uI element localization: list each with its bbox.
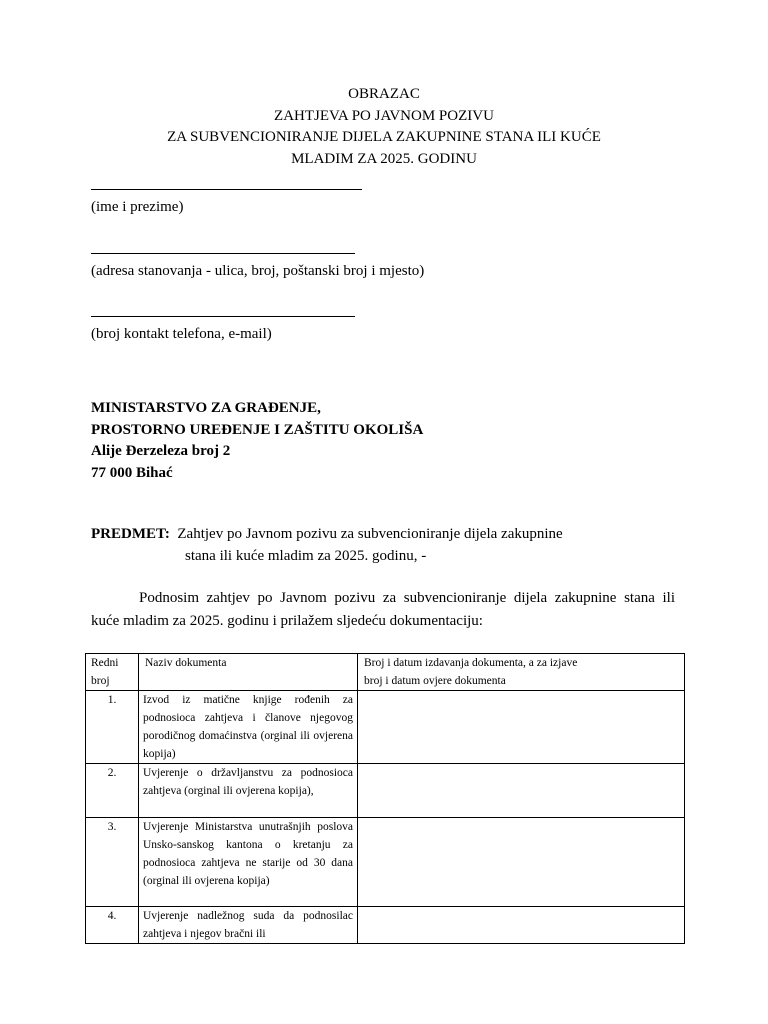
name-blank-line: [91, 189, 362, 190]
subject-label: PREDMET:: [91, 526, 170, 542]
header-number-line-1: Redni: [91, 657, 119, 669]
row-document: Uvjerenje o državljanstvu za podnosioca zahtjeva (orginal ili ovjerena kopija),: [139, 764, 358, 818]
contact-field: [91, 316, 355, 343]
intro-paragraph: [91, 587, 675, 633]
title-line-1: OBRAZAC: [348, 86, 420, 102]
recipient-block: [91, 398, 423, 484]
contact-caption: (broj kontakt telefona, e-mail): [91, 326, 272, 342]
subject-row-1: [91, 524, 563, 546]
recipient-address: Alije Đerzeleza broj 2: [91, 443, 231, 459]
address-field: [91, 253, 425, 280]
header-date-info-line-1: Broj i datum izdavanja dokumenta, a za izjave: [364, 657, 578, 669]
row-date-info[interactable]: [358, 818, 685, 907]
header-date-info-line-2: broj i datum ovjere dokumenta: [364, 675, 506, 687]
address-caption: (adresa stanovanja - ulica, broj, poštanski broj i mjesto): [91, 263, 425, 279]
intro-line-2: kuće mladim za 2025. godinu i prilažem sljedeću dokumentaciju:: [91, 613, 483, 629]
header-document: Naziv dokumenta: [139, 654, 358, 691]
subject-text-line-2: stana ili kuće mladim za 2025. godinu, -: [185, 547, 427, 564]
row-number: 1.: [86, 691, 139, 764]
subject-block: [91, 524, 563, 567]
row-document: Uvjerenje Ministarstva unutrašnjih poslova Unsko-sanskog kantona o kretanju za podnosioca zahtjeva ne starije od 30 dana (orginal ili ovjerena kopija): [139, 818, 358, 907]
title-line-3: ZA SUBVENCIONIRANJE DIJELA ZAKUPNINE STANA ILI KUĆE: [167, 129, 601, 145]
row-document: Izvod iz matične knjige rođenih za podnosioca zahtjeva i članove njegovog porodičnog domaćinstva (orginal ili ovjerena kopija): [139, 691, 358, 764]
row-date-info[interactable]: [358, 691, 685, 764]
row-date-info[interactable]: [358, 764, 685, 818]
table-row: [86, 691, 685, 764]
table-row: [86, 818, 685, 907]
row-date-info[interactable]: [358, 907, 685, 944]
form-title: [0, 84, 768, 170]
recipient-line-2: PROSTORNO UREĐENJE I ZAŠTITU OKOLIŠA: [91, 421, 424, 438]
row-number: 4.: [86, 907, 139, 944]
subject-text-line-1: Zahtjev po Javnom pozivu za subvencioniranje dijela zakupnine: [177, 526, 563, 542]
recipient-postal-city: 77 000 Bihać: [91, 464, 173, 481]
header-number-line-2: broj: [91, 675, 110, 687]
documents-table: [85, 653, 685, 944]
row-number: 2.: [86, 764, 139, 818]
row-document: Uvjerenje nadležnog suda da podnosilac zahtjeva i njegov bračni ili: [139, 907, 358, 944]
table-header-row: [86, 654, 685, 691]
contact-blank-line: [91, 316, 355, 317]
row-number: 3.: [86, 818, 139, 907]
table-row: [86, 764, 685, 818]
intro-line-1: Podnosim zahtjev po Javnom pozivu za subvencioniranje dijela zakupnine stana ili: [139, 590, 675, 606]
table-row: [86, 907, 685, 944]
address-blank-line: [91, 253, 355, 254]
recipient-line-1: MINISTARSTVO ZA GRAĐENJE,: [91, 400, 321, 416]
name-caption: (ime i prezime): [91, 199, 184, 215]
header-date-info: [358, 654, 685, 691]
name-field: [91, 189, 362, 216]
header-number: [86, 654, 139, 691]
title-line-2: ZAHTJEVA PO JAVNOM POZIVU: [274, 107, 494, 124]
title-line-4: MLADIM ZA 2025. GODINU: [291, 150, 477, 167]
